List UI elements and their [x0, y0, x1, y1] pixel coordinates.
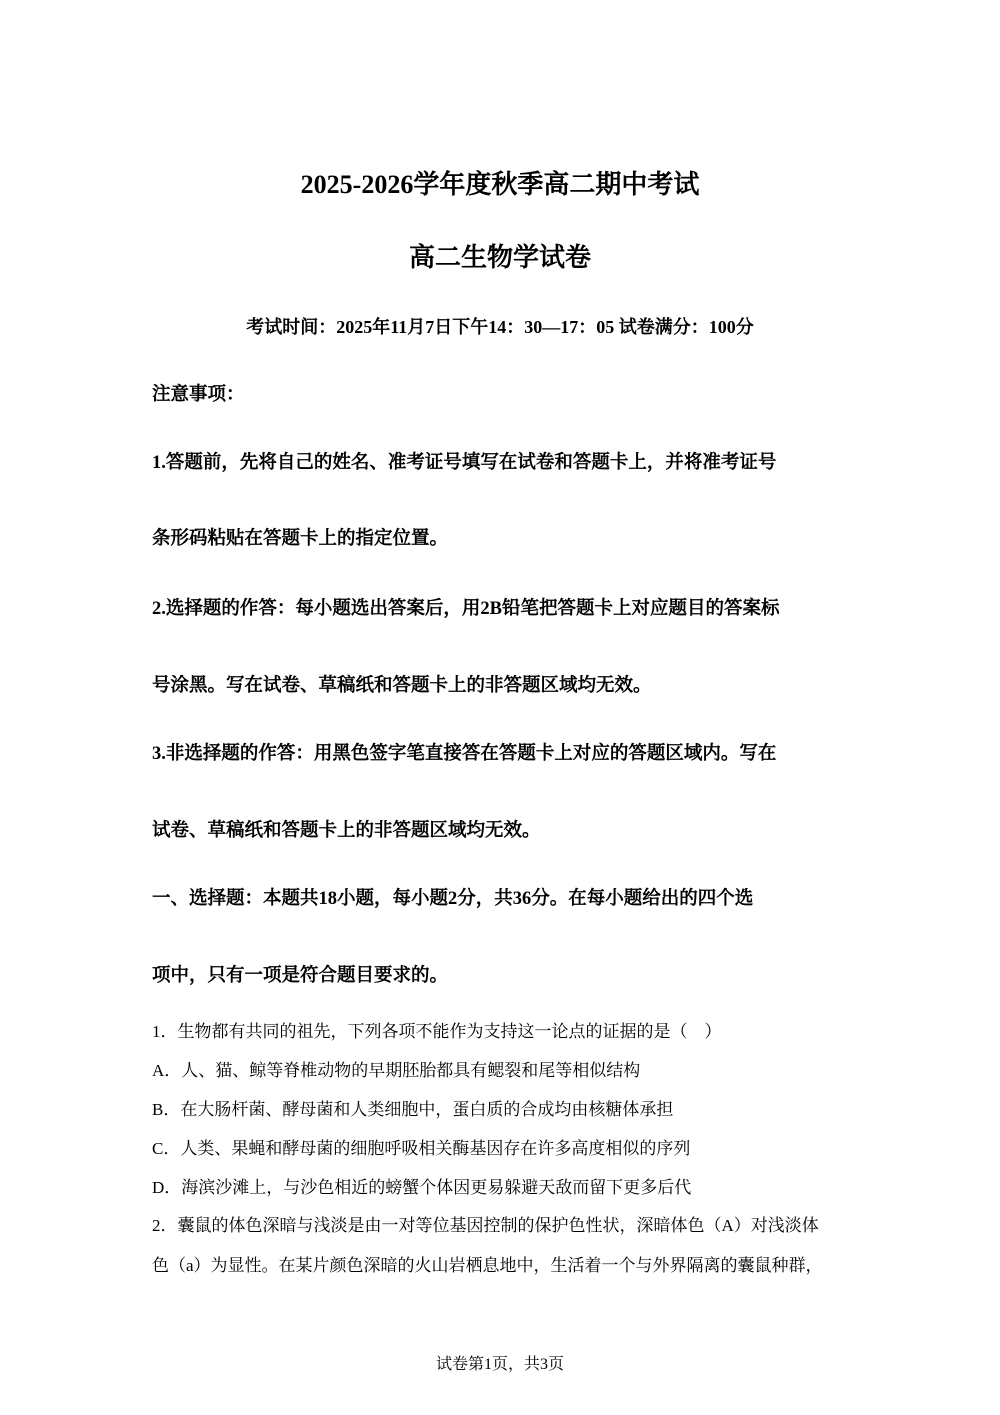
- section-1-heading-line-1: 一、选择题：本题共18小题，每小题2分，共36分。在每小题给出的四个选: [152, 889, 754, 909]
- question-2-line-2: 色（a）为显性。在某片颜色深暗的火山岩栖息地中，生活着一个与外界隔离的囊鼠种群，: [152, 1256, 823, 1275]
- notice-item-2-line-2: 号涂黑。写在试卷、草稿纸和答题卡上的非答题区域均无效。: [152, 676, 652, 696]
- notice-item-1-line-2: 条形码粘贴在答题卡上的指定位置。: [152, 529, 449, 549]
- notice-item-2-line-1: 2.选择题的作答：每小题选出答案后，用2B铅笔把答题卡上对应题目的答案标: [152, 599, 780, 619]
- notice-item-3-line-1: 3.非选择题的作答：用黑色签字笔直接答在答题卡上对应的答题区域内。写在: [152, 744, 777, 764]
- question-1-option-a: A．人、猫、鲸等脊椎动物的早期胚胎都具有鳃裂和尾等相似结构: [152, 1061, 641, 1080]
- exam-title: 2025-2026学年度秋季高二期中考试: [300, 170, 700, 199]
- exam-subtitle: 高二生物学试卷: [408, 243, 591, 272]
- notice-item-3-line-2: 试卷、草稿纸和答题卡上的非答题区域均无效。: [152, 821, 541, 841]
- question-1-option-b: B．在大肠杆菌、酵母菌和人类细胞中，蛋白质的合成均由核糖体承担: [152, 1100, 674, 1119]
- page-footer: 试卷第1页，共3页: [435, 1356, 564, 1373]
- question-1-stem: 1．生物都有共同的祖先，下列各项不能作为支持这一论点的证据的是（ ）: [152, 1022, 722, 1041]
- question-1-option-c: C．人类、果蝇和酵母菌的细胞呼吸相关酶基因存在许多高度相似的序列: [152, 1139, 691, 1158]
- notice-item-1-line-1: 1.答题前，先将自己的姓名、准考证号填写在试卷和答题卡上，并将准考证号: [152, 453, 777, 473]
- notice-heading: 注意事项：: [152, 385, 245, 405]
- question-2-line-1: 2．囊鼠的体色深暗与浅淡是由一对等位基因控制的保护色性状，深暗体色（A）对浅淡体: [152, 1216, 819, 1235]
- section-1-heading-line-2: 项中，只有一项是符合题目要求的。: [152, 966, 449, 986]
- exam-info: 考试时间：2025年11月7日下午14：30—17：05 试卷满分：100分: [246, 317, 754, 337]
- question-1-option-d: D．海滨沙滩上，与沙色相近的螃蟹个体因更易躲避天敌而留下更多后代: [152, 1178, 692, 1197]
